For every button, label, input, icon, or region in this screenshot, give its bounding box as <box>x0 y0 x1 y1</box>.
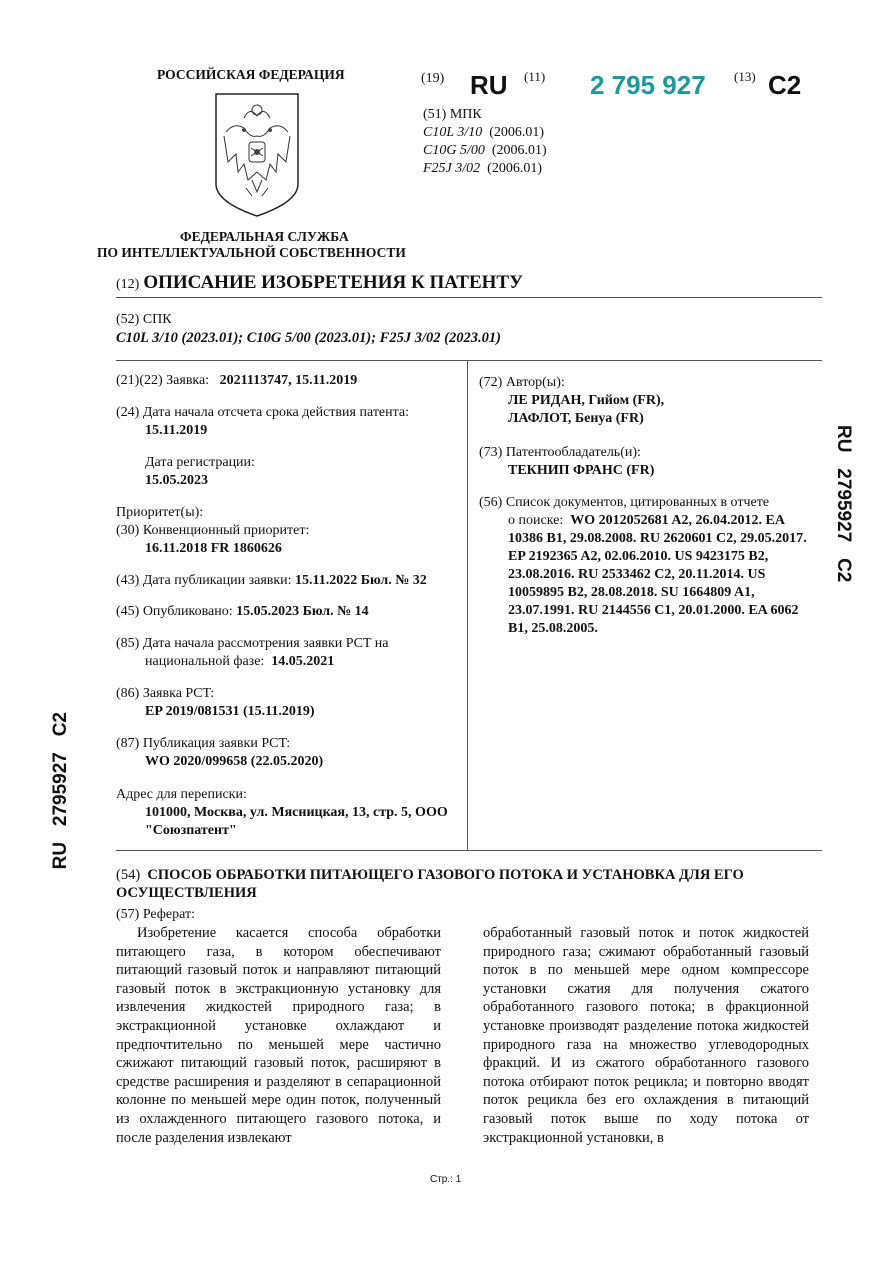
side-label-right: RU 2795927 C2 <box>833 425 854 583</box>
abstract-right-column: обработанный газовый поток и поток жидкостей природного газа; сжимают обработанный газовый поток в по меньшей мере одном компрессоре установки сжатия для получения сжатого обработанного газового потока; в фракционной установке производят разделение потока жидкостей природного газа на множество углеводородных фракций. И из сжатого обработанного газового потока отбирают поток рецикла; и повторно вводят поток рецикла без его охлаждения в питающий газовый поток выше по ходу потока от экстракционной установки, в <box>483 925 809 1146</box>
term-value: 15.11.2019 <box>145 423 208 438</box>
pct-pub-value: WO 2020/099658 (22.05.2020) <box>145 754 324 769</box>
code-13: (13) <box>734 69 756 84</box>
page-number: Стр.: 1 <box>430 1174 462 1185</box>
kind-code: C2 <box>768 70 802 100</box>
authors-line1: ЛЕ РИДАН, Гийом (FR), <box>508 393 665 408</box>
priority-label: Приоритет(ы): <box>116 505 204 520</box>
application-field: (21)(22) Заявка: 2021113747, 15.11.2019 <box>116 373 358 388</box>
published-field: (45) Опубликовано: 15.05.2023 Бюл. № 14 <box>116 604 369 619</box>
ipc-item: C10L 3/10 (2006.01) <box>423 125 545 140</box>
registration-label: Дата регистрации: <box>145 455 255 470</box>
address-label: Адрес для переписки: <box>116 787 247 802</box>
address-line2: "Союзпатент" <box>145 823 237 838</box>
term-label: (24) Дата начала отсчета срока действия патента: <box>116 405 410 420</box>
divider <box>116 360 822 361</box>
office-name-line1: ФЕДЕРАЛЬНАЯ СЛУЖБА <box>180 229 349 244</box>
address-line1: 101000, Москва, ул. Мясницкая, 13, стр. 5, ООО <box>145 805 448 820</box>
pct-start-field: национальной фазе: 14.05.2021 <box>145 654 335 669</box>
pct-app-value: EP 2019/081531 (15.11.2019) <box>145 704 315 719</box>
divider <box>116 850 822 851</box>
pct-pub-label: (87) Публикация заявки PCT: <box>116 736 291 751</box>
cited-list: о поиске: WO 2012052681 A2, 26.04.2012. EA 10386 B1, 29.08.2008. RU 2620601 C2, 29.05.2017. EP 2192365 A2, 02.06.2010. US 9423175 B2, 23.08.2016. RU 2533462 C2, 20.11.2014. US 10059895 B2, 28.08.2018. SU 1664809 A1, 23.07.1991. RU 2144556 C1, 20.01.2000. EA 6062 B1, 25.08.2005. <box>508 513 807 636</box>
pub-app-field: (43) Дата публикации заявки: 15.11.2022 Бюл. № 32 <box>116 573 427 588</box>
pct-start-label1: (85) Дата начала рассмотрения заявки PCT на <box>116 636 389 651</box>
patent-number: 2 795 927 <box>590 70 706 100</box>
side-label-left: RU 2795927 C2 <box>50 712 71 870</box>
country-name: РОССИЙСКАЯ ФЕДЕРАЦИЯ <box>157 67 345 82</box>
authors-line2: ЛАФЛОТ, Бенуа (FR) <box>508 411 644 426</box>
cpc-label: (52) СПК <box>116 312 172 327</box>
country-code: RU <box>470 70 508 100</box>
authors-label: (72) Автор(ы): <box>479 375 565 390</box>
doc-type: (12) ОПИСАНИЕ ИЗОБРЕТЕНИЯ К ПАТЕНТУ <box>116 272 524 293</box>
owner-label: (73) Патентообладатель(и): <box>479 445 641 460</box>
office-name-line2: ПО ИНТЕЛЛЕКТУАЛЬНОЙ СОБСТВЕННОСТИ <box>97 245 406 260</box>
ipc-item: F25J 3/02 (2006.01) <box>423 161 542 176</box>
code-19: (19) <box>421 71 445 86</box>
divider <box>116 297 822 298</box>
coat-of-arms-icon <box>214 92 300 218</box>
ipc-label: (51) МПК <box>423 107 482 122</box>
code-11: (11) <box>524 69 546 84</box>
abstract-left-column: Изобретение касается способа обработки питающего газа, в котором обеспечивают питающий газовый поток и направляют питающий газовый поток в экстракционную установку для извлечения жидкостей природного газа; в экстракционной установке охлаждают и предпочтительно по меньшей мере частично сжижают питающий газовый поток, расширяют в средстве расширения и разделяют в сепарационной колонне по меньшей мере один поток, полученный из охлажденного питающего газового потока, и после разделения извлекают <box>116 925 441 1146</box>
abstract-label: (57) Реферат: <box>116 907 195 922</box>
cited-label: (56) Список документов, цитированных в отчете <box>479 495 770 510</box>
conv-priority-value: 16.11.2018 FR 1860626 <box>145 541 282 556</box>
column-divider <box>467 360 468 850</box>
ipc-list <box>423 124 547 178</box>
registration-value: 15.05.2023 <box>145 473 208 488</box>
owner-value: ТЕКНИП ФРАНС (FR) <box>508 463 655 478</box>
ipc-item: C10G 5/00 (2006.01) <box>423 143 547 158</box>
pct-app-label: (86) Заявка PCT: <box>116 686 215 701</box>
invention-title: (54) СПОСОБ ОБРАБОТКИ ПИТАЮЩЕГО ГАЗОВОГО ПОТОКА И УСТАНОВКА ДЛЯ ЕГО ОСУЩЕСТВЛЕНИЯ <box>116 867 744 901</box>
cpc-value: C10L 3/10 (2023.01); C10G 5/00 (2023.01); F25J 3/02 (2023.01) <box>116 330 501 346</box>
conv-priority-label: (30) Конвенционный приоритет: <box>116 523 310 538</box>
